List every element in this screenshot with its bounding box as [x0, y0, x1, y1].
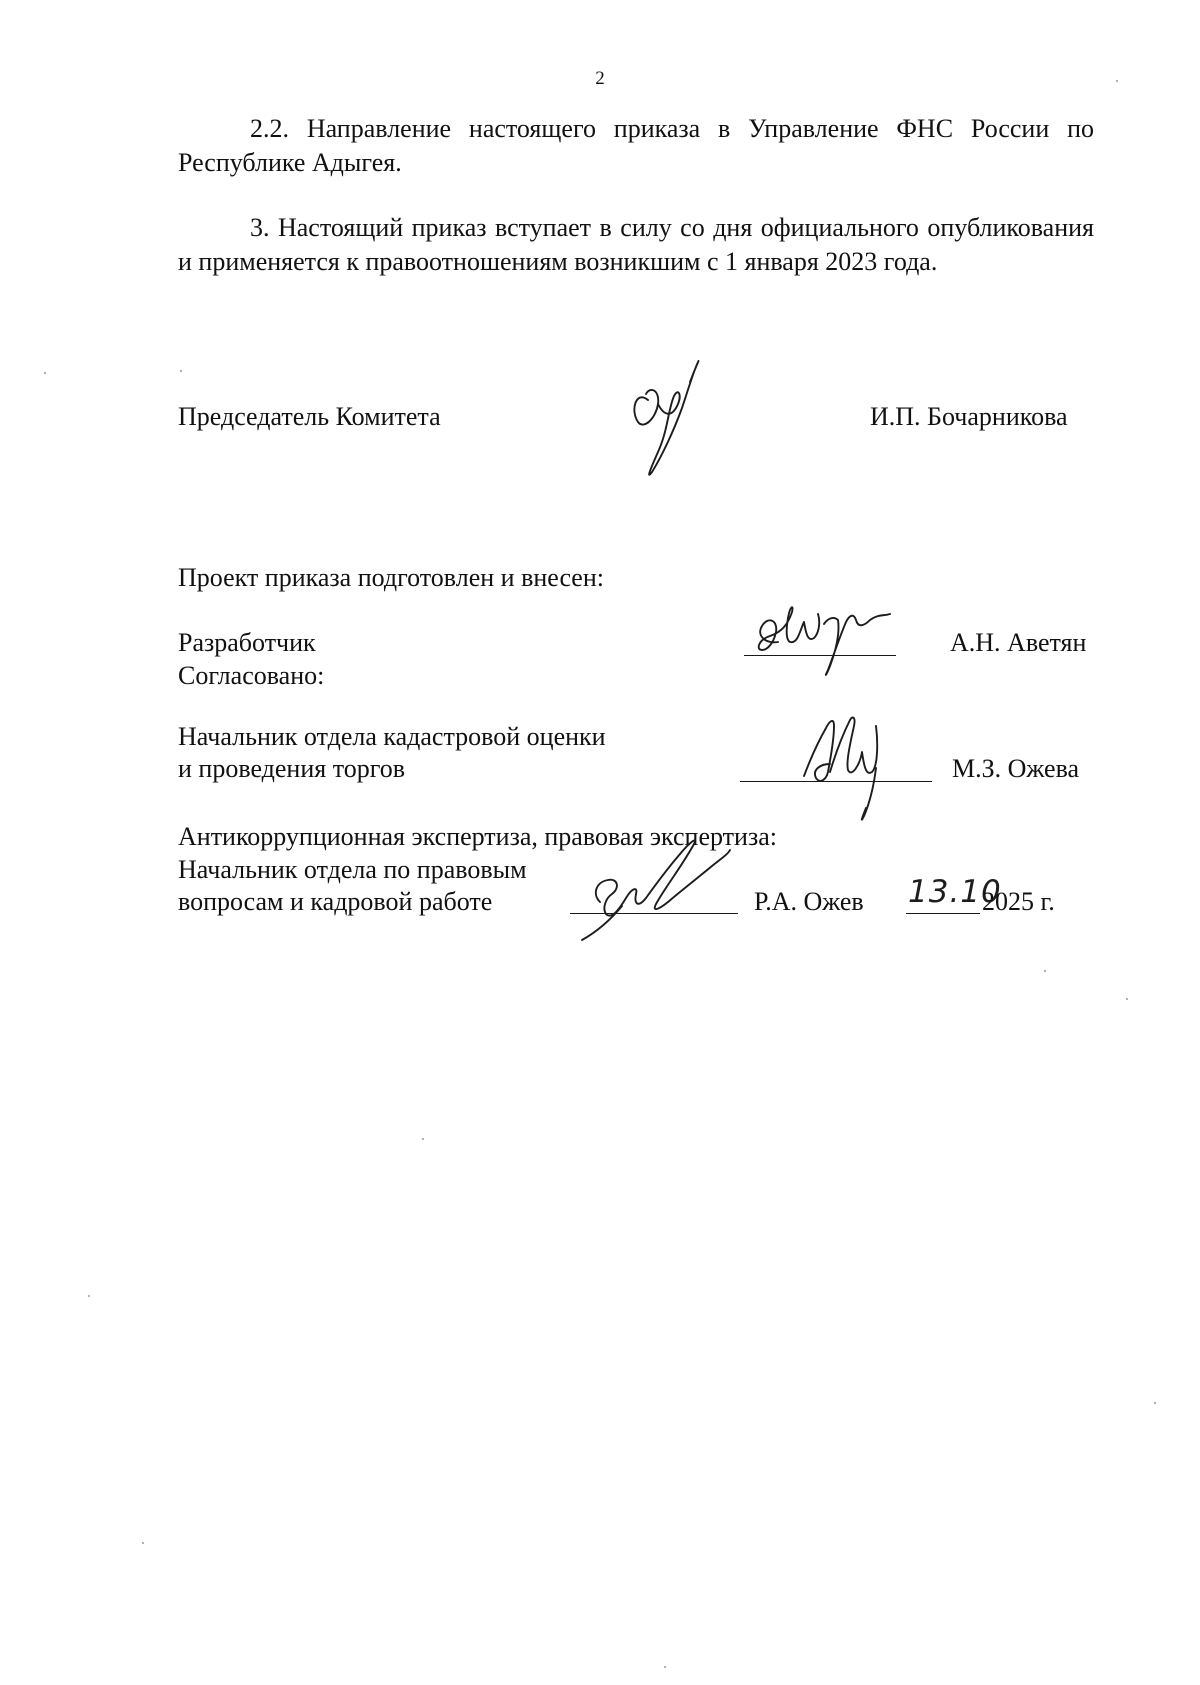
scan-speck [142, 1542, 144, 1544]
scan-speck [1126, 998, 1128, 1000]
cadastral-head-position-line1: Начальник отдела кадастровой оценки [178, 722, 606, 751]
scan-speck [1154, 1402, 1156, 1404]
chairman-position: Председатель Комитета [178, 402, 441, 431]
developer-name: А.Н. Аветян [950, 628, 1087, 657]
paragraph-3: 3. Настоящий приказ вступает в силу со дня официального опубликования и применяется к правоотношениям возникшим с 1 января 2023 года. [178, 213, 1094, 276]
scan-speck [664, 1666, 666, 1668]
page-number: 2 [595, 68, 605, 89]
scan-speck [44, 372, 46, 374]
date-year: 2025 г. [982, 887, 1055, 916]
cadastral-head-position-line2: и проведения торгов [178, 754, 406, 783]
chairman-name: И.П. Бочарникова [870, 402, 1068, 431]
handwritten-date: 13.10 [908, 874, 1002, 910]
expertise-heading: Антикоррупционная экспертиза, правовая экспертиза: [178, 822, 777, 851]
prepared-by-heading: Проект приказа подготовлен и внесен: [178, 563, 604, 592]
developer-position: Разработчик [178, 628, 316, 657]
chairman-signature [628, 360, 708, 482]
cadastral-head-name: М.З. Ожева [952, 754, 1080, 783]
paragraph-2-2: 2.2. Направление настоящего приказа в Управление ФНС России по Республике Адыгея. [178, 114, 1094, 177]
scan-speck [180, 370, 182, 372]
cadastral-head-signature [790, 712, 910, 824]
legal-head-signature [572, 830, 742, 942]
legal-head-position-line2: вопросам и кадровой работе [178, 887, 493, 916]
legal-head-name: Р.А. Ожев [754, 887, 864, 916]
scan-speck [422, 1138, 424, 1140]
legal-head-position-line1: Начальник отдела по правовым [178, 855, 527, 884]
scan-speck [1116, 80, 1118, 82]
scan-speck [88, 1295, 90, 1297]
developer-signature [748, 584, 898, 680]
date-line [906, 913, 980, 914]
scan-speck [1044, 970, 1046, 972]
agreed-label: Согласовано: [178, 661, 325, 690]
